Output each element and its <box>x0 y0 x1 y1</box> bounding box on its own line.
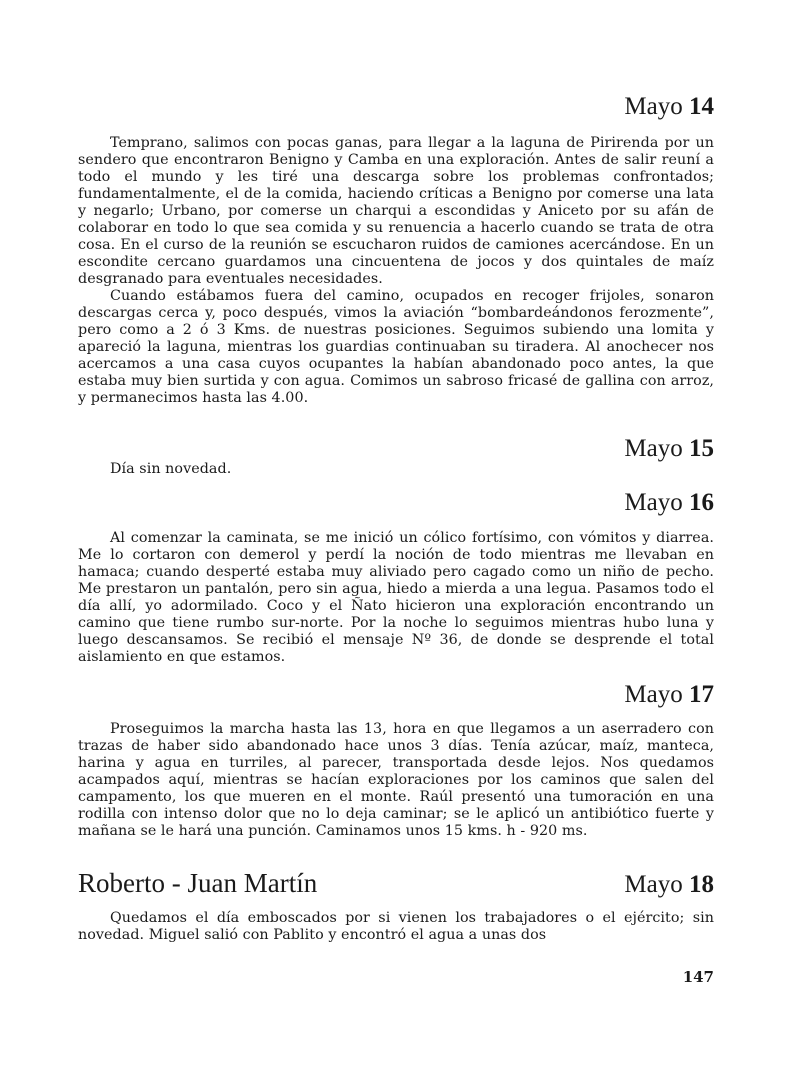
entry-day: 15 <box>689 435 714 462</box>
entry-month: Mayo <box>624 93 683 120</box>
entry-body <box>78 135 714 407</box>
entry-date-heading <box>78 434 714 464</box>
entry-paragraph <box>78 910 714 944</box>
book-page <box>78 0 714 1086</box>
entry-body <box>78 461 714 478</box>
entry-date-heading <box>78 680 714 710</box>
diary-entry-may-17 <box>78 680 714 710</box>
entry-paragraph <box>78 530 714 666</box>
entry-day: 16 <box>689 489 714 516</box>
entry-date-heading <box>78 92 714 122</box>
entry-month: Mayo <box>624 489 683 516</box>
diary-entry-may-16 <box>78 488 714 518</box>
paragraph-text: Cuando estábamos fuera del camino, ocupados en recoger frijoles, sonaron descargas cerca y, poco después, vimos la aviación “bombardeándonos ferozmente”, pero como a 2 ó 3 Kms. de nuestras posiciones. Seguimos subiendo una lomita y apareció la laguna, mientras los guardias continuaban su tiradera. Al anochecer nos acercamos a una casa cuyos ocupantes la habían abandonado poco antes, la que estaba muy bien surtida y con agua. Comimos un sabroso fricasé de gallina con arroz, y permanecimos hasta las 4.00. <box>78 288 714 406</box>
entry-date-heading <box>624 870 714 900</box>
entry-paragraph <box>78 461 714 478</box>
entry-body <box>78 910 714 944</box>
entry-day: 18 <box>689 871 714 898</box>
paragraph-text: Temprano, salimos con pocas ganas, para llegar a la laguna de Pirirenda por un sendero que encontraron Benigno y Camba en una exploración. Antes de salir reuní a todo el mundo y les tiré una descarga sobre los problemas confrontados; fundamentalmente, el de la comida, haciendo críticas a Benigno por comerse una lata y negarlo; Urbano, por comerse un charqui a escondidas y Aniceto por su afán de colaborar en todo lo que sea comida y su renuencia a hacerlo cuando se trata de otra cosa. En el curso de la reunión se escucharon ruidos de camiones acercándose. En un escondite cercano guardamos una cincuentena de jocos y dos quintales de maíz desgranado para eventuales necesidades. <box>78 135 714 287</box>
section-title: Roberto - Juan Martín <box>78 868 318 898</box>
diary-entry-may-18 <box>78 868 714 900</box>
page-number: 147 <box>682 968 714 986</box>
entry-date-heading <box>78 488 714 518</box>
paragraph-text: Proseguimos la marcha hasta las 13, hora en que llegamos a un aserradero con trazas de haber sido abandonado hace unos 3 días. Tenía azúcar, maíz, manteca, harina y agua en turriles, al parecer, transportada desde lejos. Nos quedamos acampados aquí, mientras se hacían exploraciones por los caminos que salen del campamento, los que mueren en el monte. Raúl presentó una tumoración en una rodilla con intenso dolor que no lo deja caminar; se le aplicó un antibiótico fuerte y mañana se le hará una punción. Caminamos unos 15 kms. h - 920 ms. <box>78 721 714 839</box>
entry-day: 14 <box>689 93 714 120</box>
entry-month: Mayo <box>624 681 683 708</box>
entry-paragraph <box>78 135 714 288</box>
entry-month: Mayo <box>624 435 683 462</box>
paragraph-text: Quedamos el día emboscados por si vienen los trabajadores o el ejército; sin novedad. Miguel salió con Pablito y encontró el agua a unas dos <box>78 910 714 943</box>
diary-entry-may-14 <box>78 92 714 122</box>
entry-month: Mayo <box>624 871 683 898</box>
entry-body <box>78 530 714 666</box>
paragraph-text: Día sin novedad. <box>110 461 232 477</box>
paragraph-text: Al comenzar la caminata, se me inició un cólico fortísimo, con vómitos y diarrea. Me lo cortaron con demerol y perdí la noción de todo mientras me llevaban en hamaca; cuando desperté estaba muy aliviado pero cagado como un niño de pecho. Me prestaron un pantalón, pero sin agua, hiedo a mierda a una legua. Pasamos todo el día allí, yo adormilado. Coco y el Ñato hicieron una exploración encontrando un camino que tiene rumbo sur-norte. Por la noche lo seguimos mientras hubo luna y luego descansamos. Se recibió el mensaje Nº 36, de donde se desprende el total aislamiento en que estamos. <box>78 530 714 665</box>
entry-paragraph <box>78 288 714 407</box>
diary-entry-may-15 <box>78 434 714 464</box>
entry-body <box>78 721 714 840</box>
entry-paragraph <box>78 721 714 840</box>
entry-day: 17 <box>689 681 714 708</box>
